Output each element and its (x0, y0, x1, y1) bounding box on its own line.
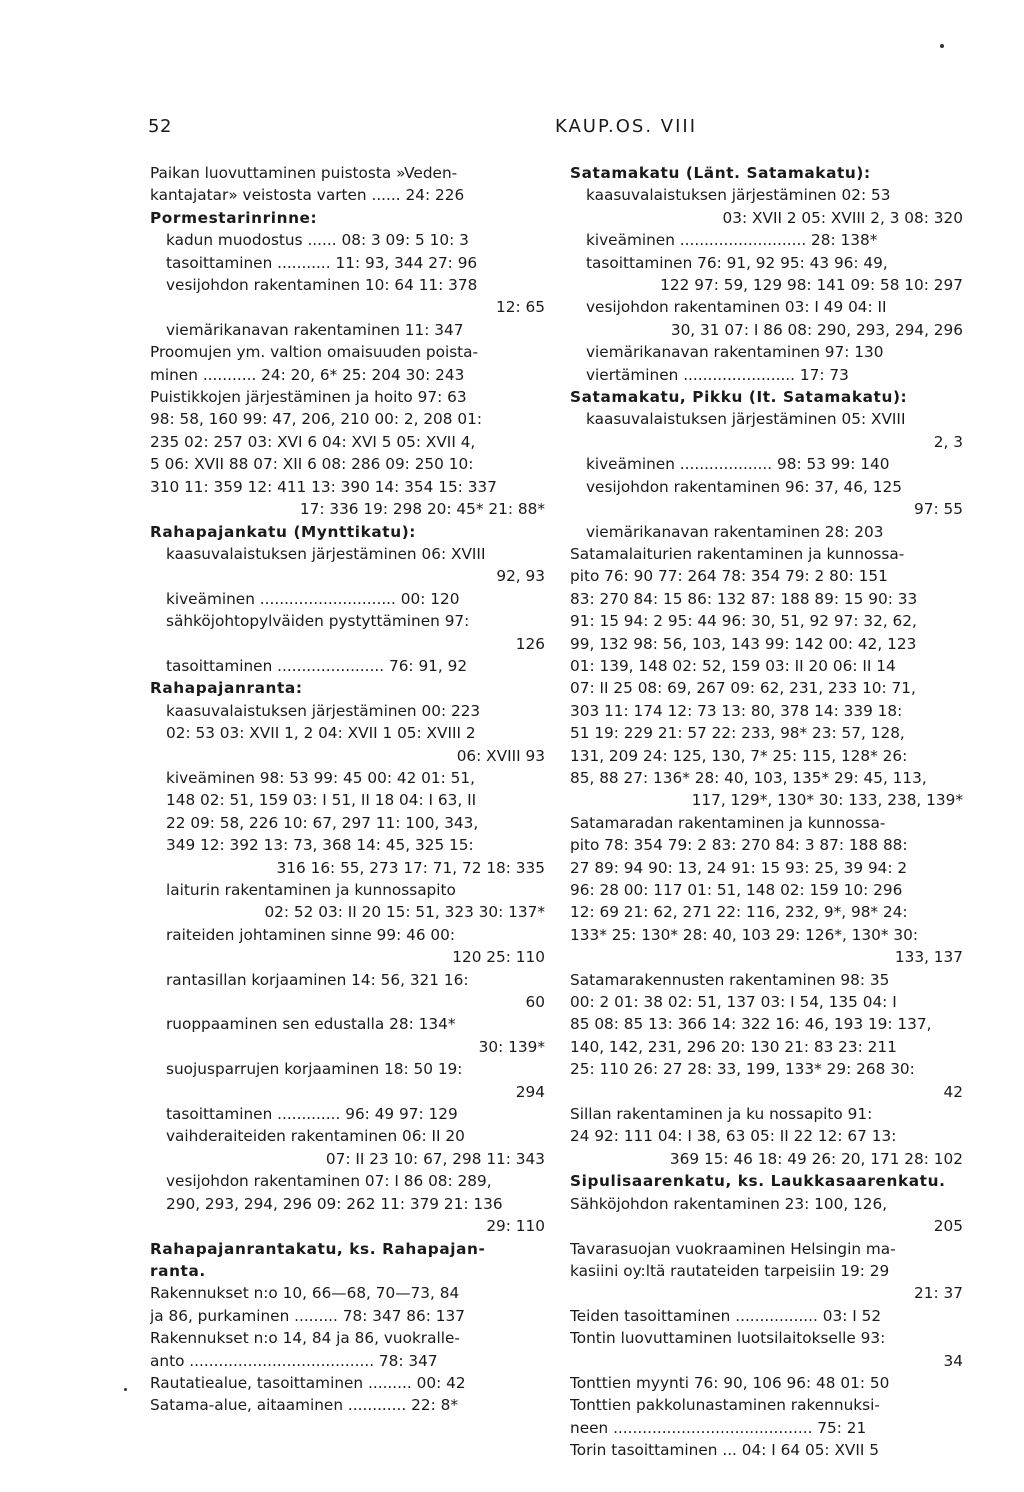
index-line: Torin tasoittaminen ... 04: I 64 05: XVII 5 (570, 1441, 880, 1460)
index-line: tasoittaminen ........... 11: 93, 344 27: 96 (166, 253, 478, 272)
index-line: 92, 93 (496, 567, 545, 586)
index-line: 91: 15 94: 2 95: 44 96: 30, 51, 92 97: 32, 62, (570, 612, 917, 631)
index-line: 205 (933, 1217, 963, 1236)
index-line: Tavarasuojan vuokraaminen Helsingin ma- (570, 1239, 896, 1258)
index-heading: Rahapajanrantakatu, ks. Rahapajan- (150, 1239, 486, 1258)
index-line: kiveäminen 98: 53 99: 45 00: 42 01: 51, (166, 768, 475, 787)
index-line: kasiini oy:ltä rautateiden tarpeisiin 19: 29 (570, 1261, 890, 1280)
index-line: 2, 3 (933, 432, 963, 451)
index-line: 310 11: 359 12: 411 13: 390 14: 354 15: 337 (150, 477, 497, 496)
index-line: vesijohdon rakentaminen 96: 37, 46, 125 (586, 477, 902, 496)
index-line: 12: 65 (496, 298, 545, 317)
index-line: 126 (515, 634, 545, 653)
index-line: 5 06: XVII 88 07: XII 6 08: 286 09: 250 10: (150, 455, 474, 474)
index-line: 131, 209 24: 125, 130, 7* 25: 115, 128* 26: (570, 746, 908, 765)
index-line: Satamaradan rakentaminen ja kunnossa- (570, 813, 886, 832)
index-line: pito 76: 90 77: 264 78: 354 79: 2 80: 151 (570, 567, 888, 586)
index-line: Rakennukset n:o 10, 66—68, 70—73, 84 (150, 1284, 460, 1303)
index-line: pito 78: 354 79: 2 83: 270 84: 3 87: 188 88: (570, 836, 908, 855)
index-line: 02: 52 03: II 20 15: 51, 323 30: 137* (264, 903, 545, 922)
index-line: Satamalaiturien rakentaminen ja kunnossa- (570, 544, 905, 563)
index-line: 98: 58, 160 99: 47, 206, 210 00: 2, 208 01: (150, 410, 482, 429)
index-line: 133* 25: 130* 28: 40, 103 29: 126*, 130* 30: (570, 925, 919, 944)
index-line: vaihderaiteiden rakentaminen 06: II 20 (166, 1127, 465, 1146)
index-line: Rautatiealue, tasoittaminen ......... 00: 42 (150, 1373, 466, 1392)
right-column (570, 162, 963, 1462)
speck (124, 1388, 127, 1391)
running-head: KAUP.OS. VIII (554, 116, 698, 137)
index-line: 01: 139, 148 02: 52, 159 03: II 20 06: II 14 (570, 656, 896, 675)
index-line: Sähköjohdon rakentaminen 23: 100, 126, (570, 1194, 888, 1213)
speck (940, 44, 944, 48)
index-line: rantasillan korjaaminen 14: 56, 321 16: (166, 970, 469, 989)
index-heading: Rahapajankatu (Mynttikatu): (150, 522, 417, 541)
index-line: 60 (525, 993, 545, 1012)
index-line: 85 08: 85 13: 366 14: 322 16: 46, 193 19: 137, (570, 1015, 932, 1034)
index-line: tasoittaminen ...................... 76: 91, 92 (166, 656, 468, 675)
index-line: 27 89: 94 90: 13, 24 91: 15 93: 25, 39 94: 2 (570, 858, 908, 877)
index-line: 120 25: 110 (452, 948, 545, 967)
index-line: 96: 28 00: 117 01: 51, 148 02: 159 10: 296 (570, 881, 903, 899)
index-line: Paikan luovuttaminen puistosta »Veden- (150, 164, 458, 182)
index-line: 30: 139* (478, 1037, 545, 1056)
index-line: 06: XVIII 93 (456, 746, 545, 765)
index-line: 235 02: 257 03: XVI 6 04: XVI 5 05: XVII 4, (150, 432, 476, 451)
index-heading: Pormestarinrinne: (150, 208, 318, 227)
index-line: 22 09: 58, 226 10: 67, 297 11: 100, 343, (166, 813, 479, 832)
index-line: kiveäminen .......................... 28: 138* (586, 231, 878, 250)
index-line: tasoittaminen ............. 96: 49 97: 129 (166, 1105, 458, 1124)
index-heading: Rahapajanranta: (150, 679, 303, 698)
index-line: viertäminen ....................... 17: 73 (586, 365, 849, 384)
index-line: 85, 88 27: 136* 28: 40, 103, 135* 29: 45, 113, (570, 768, 927, 787)
index-heading: Sipulisaarenkatu, ks. Laukkasaarenkatu. (570, 1172, 946, 1191)
index-line: 12: 69 21: 62, 271 22: 116, 232, 9*, 98* 24: (570, 903, 908, 922)
index-line: laiturin rakentaminen ja kunnossapito (166, 881, 456, 899)
index-line: kaasuvalaistuksen järjestäminen 06: XVIII (166, 544, 486, 563)
index-line: 21: 37 (914, 1284, 963, 1303)
index-heading: ranta. (150, 1261, 206, 1280)
index-line: 34 (943, 1351, 963, 1370)
index-line: 140, 142, 231, 296 20: 130 21: 83 23: 211 (570, 1037, 897, 1056)
index-line: neen ......................................... 75: 21 (570, 1418, 867, 1437)
index-line: Tonttien myynti 76: 90, 106 96: 48 01: 50 (570, 1373, 890, 1392)
index-line: 290, 293, 294, 296 09: 262 11: 379 21: 136 (166, 1194, 503, 1213)
index-line: kiveäminen ............................ 00: 120 (166, 589, 460, 608)
index-line: 83: 270 84: 15 86: 132 87: 188 89: 15 90: 33 (570, 589, 918, 608)
index-line: kadun muodostus ...... 08: 3 09: 5 10: 3 (166, 231, 469, 250)
index-line: minen ........... 24: 20, 6* 25: 204 30: 243 (150, 365, 465, 384)
index-line: kaasuvalaistuksen järjestäminen 00: 223 (166, 701, 481, 720)
index-line: viemärikanavan rakentaminen 28: 203 (586, 522, 884, 541)
index-line: 25: 110 26: 27 28: 33, 199, 133* 29: 268 30: (570, 1060, 915, 1079)
index-line: Satamarakennusten rakentaminen 98: 35 (570, 970, 890, 989)
index-line: Rakennukset n:o 14, 84 ja 86, vuokralle- (150, 1329, 460, 1348)
index-heading: Satamakatu, Pikku (It. Satamakatu): (570, 388, 908, 407)
index-line: 17: 336 19: 298 20: 45* 21: 88* (299, 500, 545, 519)
index-line: vesijohdon rakentaminen 10: 64 11: 378 (166, 276, 478, 295)
index-line: kantajatar» veistosta varten ...... 24: 226 (150, 186, 465, 205)
index-line: 122 97: 59, 129 98: 141 09: 58 10: 297 (660, 276, 963, 295)
index-line: Tontin luovuttaminen luotsilaitokselle 93: (570, 1329, 886, 1348)
index-line: 99, 132 98: 56, 103, 143 99: 142 00: 42, 123 (570, 634, 917, 653)
index-line: 29: 110 (486, 1217, 545, 1236)
index-line: sähköjohtopylväiden pystyttäminen 97: (166, 612, 470, 631)
index-line: 148 02: 51, 159 03: I 51, II 18 04: I 63, II (166, 791, 477, 810)
index-line: Tonttien pakkolunastaminen rakennuksi- (570, 1396, 880, 1415)
index-line: ja 86, purkaminen ......... 78: 347 86: 137 (150, 1306, 465, 1325)
index-line: 03: XVII 2 05: XVIII 2, 3 08: 320 (722, 208, 963, 227)
index-line: Puistikkojen järjestäminen ja hoito 97: 63 (150, 388, 467, 407)
index-line: 02: 53 03: XVII 1, 2 04: XVII 1 05: XVIII 2 (166, 724, 476, 743)
page-header (148, 116, 954, 140)
index-line: 117, 129*, 130* 30: 133, 238, 139* (691, 791, 963, 810)
index-line: 51 19: 229 21: 57 22: 233, 98* 23: 57, 128, (570, 724, 905, 743)
index-line: 97: 55 (914, 500, 963, 519)
index-line: kiveäminen ................... 98: 53 99: 140 (586, 455, 890, 474)
index-line: 316 16: 55, 273 17: 71, 72 18: 335 (276, 858, 545, 877)
index-line: Satama-alue, aitaaminen ............ 22: 8* (150, 1396, 458, 1415)
index-line: 00: 2 01: 38 02: 51, 137 03: I 54, 135 04: I (570, 993, 897, 1012)
index-line: Sillan rakentaminen ja ku nossapito 91: (570, 1105, 873, 1124)
index-line: tasoittaminen 76: 91, 92 95: 43 96: 49, (586, 253, 888, 272)
index-line: viemärikanavan rakentaminen 97: 130 (586, 343, 884, 362)
index-line: viemärikanavan rakentaminen 11: 347 (166, 320, 464, 339)
index-line: 133, 137 (894, 948, 963, 967)
index-line: kaasuvalaistuksen järjestäminen 02: 53 (586, 186, 891, 205)
index-line: 369 15: 46 18: 49 26: 20, 171 28: 102 (669, 1149, 963, 1168)
index-line: vesijohdon rakentaminen 07: I 86 08: 289, (166, 1172, 492, 1191)
index-line: Teiden tasoittaminen ................. 03: I 52 (570, 1306, 882, 1325)
index-line: suojusparrujen korjaaminen 18: 50 19: (166, 1060, 463, 1079)
index-line: ruoppaaminen sen edustalla 28: 134* (166, 1015, 456, 1034)
page-number: 52 (148, 116, 172, 137)
index-line: kaasuvalaistuksen järjestäminen 05: XVIII (586, 410, 906, 429)
index-heading: Satamakatu (Länt. Satamakatu): (570, 164, 871, 182)
index-line: 07: II 23 10: 67, 298 11: 343 (325, 1149, 545, 1168)
index-line: 303 11: 174 12: 73 13: 80, 378 14: 339 18: (570, 701, 903, 720)
left-column (150, 162, 545, 1417)
index-line: 07: II 25 08: 69, 267 09: 62, 231, 233 10: 71, (570, 679, 916, 698)
index-line: Proomujen ym. valtion omaisuuden poista- (150, 343, 479, 362)
index-line: 30, 31 07: I 86 08: 290, 293, 294, 296 (670, 320, 963, 339)
index-line: 349 12: 392 13: 73, 368 14: 45, 325 15: (166, 836, 474, 855)
index-line: 42 (943, 1082, 963, 1101)
index-line: 24 92: 111 04: I 38, 63 05: II 22 12: 67 13: (570, 1127, 897, 1146)
index-line: vesijohdon rakentaminen 03: I 49 04: II (586, 298, 887, 317)
index-line: raiteiden johtaminen sinne 99: 46 00: (166, 925, 456, 944)
index-line: anto ...................................... 78: 347 (150, 1351, 438, 1370)
index-line: 294 (515, 1082, 545, 1101)
